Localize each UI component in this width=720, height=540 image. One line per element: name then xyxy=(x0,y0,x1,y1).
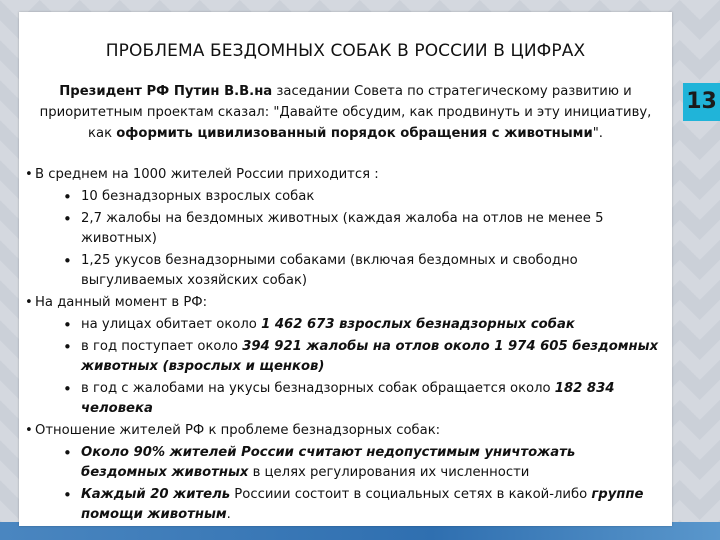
section-header: • На данный момент в РФ: xyxy=(25,293,665,313)
intro-lead: Президент РФ Путин В.В.на xyxy=(59,84,273,99)
list-item: • 1,25 укусов безнадзорными собаками (включая бездомных и свободно выгуливаемых хозяйских собак) xyxy=(63,252,578,288)
bullet-icon: • xyxy=(63,188,72,206)
bullet-icon: • xyxy=(25,423,33,438)
list-item: • в год с жалобами на укусы безнадзорных собак обращается около 182 834 человека xyxy=(63,380,615,416)
section-header: • В среднем на 1000 жителей России приходится : xyxy=(25,165,665,185)
bullet-icon: • xyxy=(63,338,72,356)
list-item: • 2,7 жалобы на бездомных животных (каждая жалоба на отлов не менее 5 животных) xyxy=(63,210,604,246)
bullet-icon: • xyxy=(63,316,72,334)
slide-number-badge: 13 xyxy=(683,83,720,121)
bullet-list xyxy=(25,165,665,527)
slide-title: ПРОБЛЕМА БЕЗДОМНЫХ СОБАК В РОССИИ В ЦИФРАХ xyxy=(105,41,586,61)
intro-text-2: ". xyxy=(592,126,603,141)
list-item: • Около 90% жителей России считают недопустимым уничтожать бездомных животных в целях регулирования их численности xyxy=(63,444,576,480)
slide-content xyxy=(19,12,672,526)
intro-quote: оформить цивилизованный порядок обращения с животными xyxy=(116,126,593,141)
intro-paragraph xyxy=(37,81,654,144)
list-item: • в год поступает около 394 921 жалобы на отлов около 1 974 605 бездомных животных (взрослых и щенков) xyxy=(63,338,659,374)
list-item: • Каждый 20 житель Россиии состоит в социальных сетях в какой-либо группе помощи животным. xyxy=(63,486,644,522)
bullet-icon: • xyxy=(63,380,72,398)
bullet-icon: • xyxy=(63,252,72,270)
list-item: • 10 безнадзорных взрослых собак xyxy=(63,188,315,206)
intro-text-1: заседании Совета по стратегическому развитию и приоритетным проектам сказал: "Давайте обсудим, как продвинуть и эту инициативу, как xyxy=(39,84,652,141)
bullet-icon: • xyxy=(25,295,33,310)
list-item: • на улицах обитает около 1 462 673 взрослых безнадзорных собак xyxy=(63,316,575,334)
bullet-icon: • xyxy=(63,444,72,462)
bullet-icon: • xyxy=(63,210,72,228)
section-header: • Отношение жителей РФ к проблеме безнадзорных собак: xyxy=(25,421,665,441)
bullet-icon: • xyxy=(63,486,72,504)
bullet-icon: • xyxy=(25,167,33,182)
